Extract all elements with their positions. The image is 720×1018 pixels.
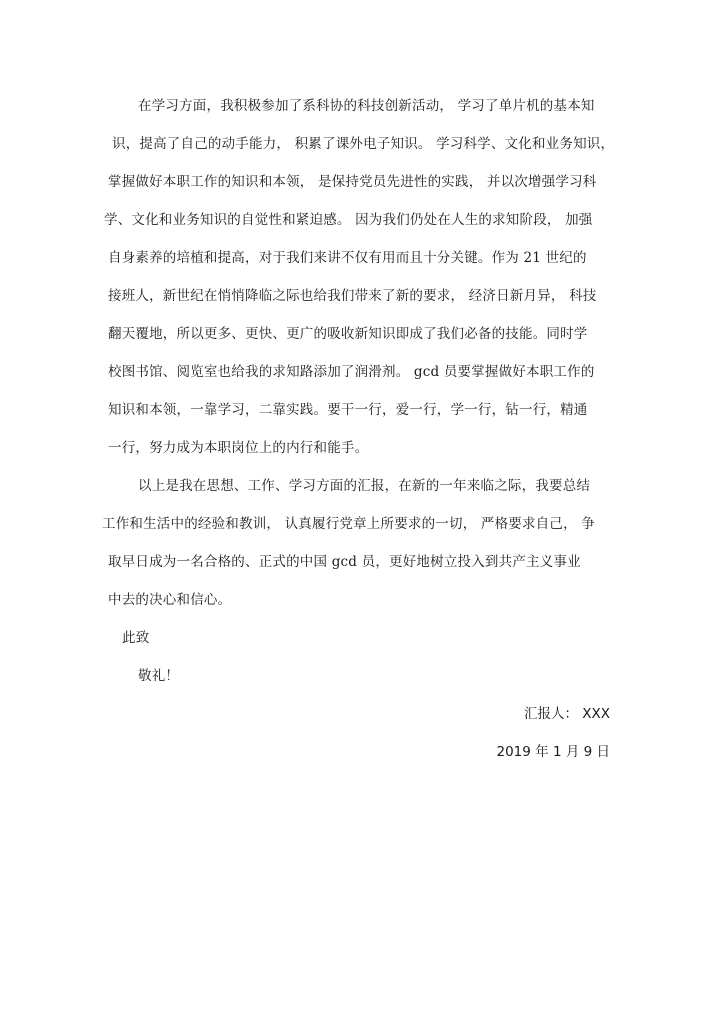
text-line: 工作和生活中的经验和教训， 认真履行党章上所要求的一切， 严格要求自己， 争 bbox=[102, 516, 595, 532]
reporter-signature: 汇报人： XXX bbox=[523, 706, 610, 722]
text-line: 接班人，新世纪在悄悄降临之际也给我们带来了新的要求， 经济日新月异， 科技 bbox=[108, 288, 597, 304]
text-line: 中去的决心和信心。 bbox=[108, 592, 232, 608]
text-line: 学、文化和业务知识的自觉性和紧迫感。 因为我们仍处在人生的求知阶段， 加强 bbox=[104, 212, 593, 228]
closing-salutation: 此致 bbox=[122, 630, 150, 646]
text-line: 识，提高了自己的动手能力， 积累了课外电子知识。 学习科学、文化和业务知识， bbox=[112, 136, 615, 152]
text-line: 掌握做好本职工作的知识和本领， 是保持党员先进性的实践， 并以次增强学习科 bbox=[108, 174, 597, 190]
text-line: 取早日成为一名合格的、正式的中国 gcd 员，更好地树立投入到共产主义事业 bbox=[108, 554, 581, 570]
text-line: 在学习方面，我积极参加了系科协的科技创新活动， 学习了单片机的基本知 bbox=[138, 98, 595, 114]
report-date: 2019 年 1 月 9 日 bbox=[496, 744, 610, 760]
text-line: 翻天覆地，所以更多、更快、更广的吸收新知识即成了我们必备的技能。同时学 bbox=[108, 326, 588, 342]
text-line: 一行，努力成为本职岗位上的内行和能手。 bbox=[108, 440, 369, 456]
text-line: 以上是我在思想、工作、学习方面的汇报，在新的一年来临之际，我要总结 bbox=[138, 478, 591, 494]
text-line: 知识和本领，一靠学习，二靠实践。要干一行，爱一行，学一行，钻一行，精通 bbox=[108, 402, 588, 418]
text-line: 校图书馆、阅览室也给我的求知路添加了润滑剂。 gcd 员要掌握做好本职工作的 bbox=[108, 364, 595, 380]
text-line: 自身素养的培植和提高，对于我们来讲不仅有用而且十分关键。作为 21 世纪的 bbox=[108, 250, 587, 266]
closing-respect: 敬礼！ bbox=[138, 668, 180, 684]
